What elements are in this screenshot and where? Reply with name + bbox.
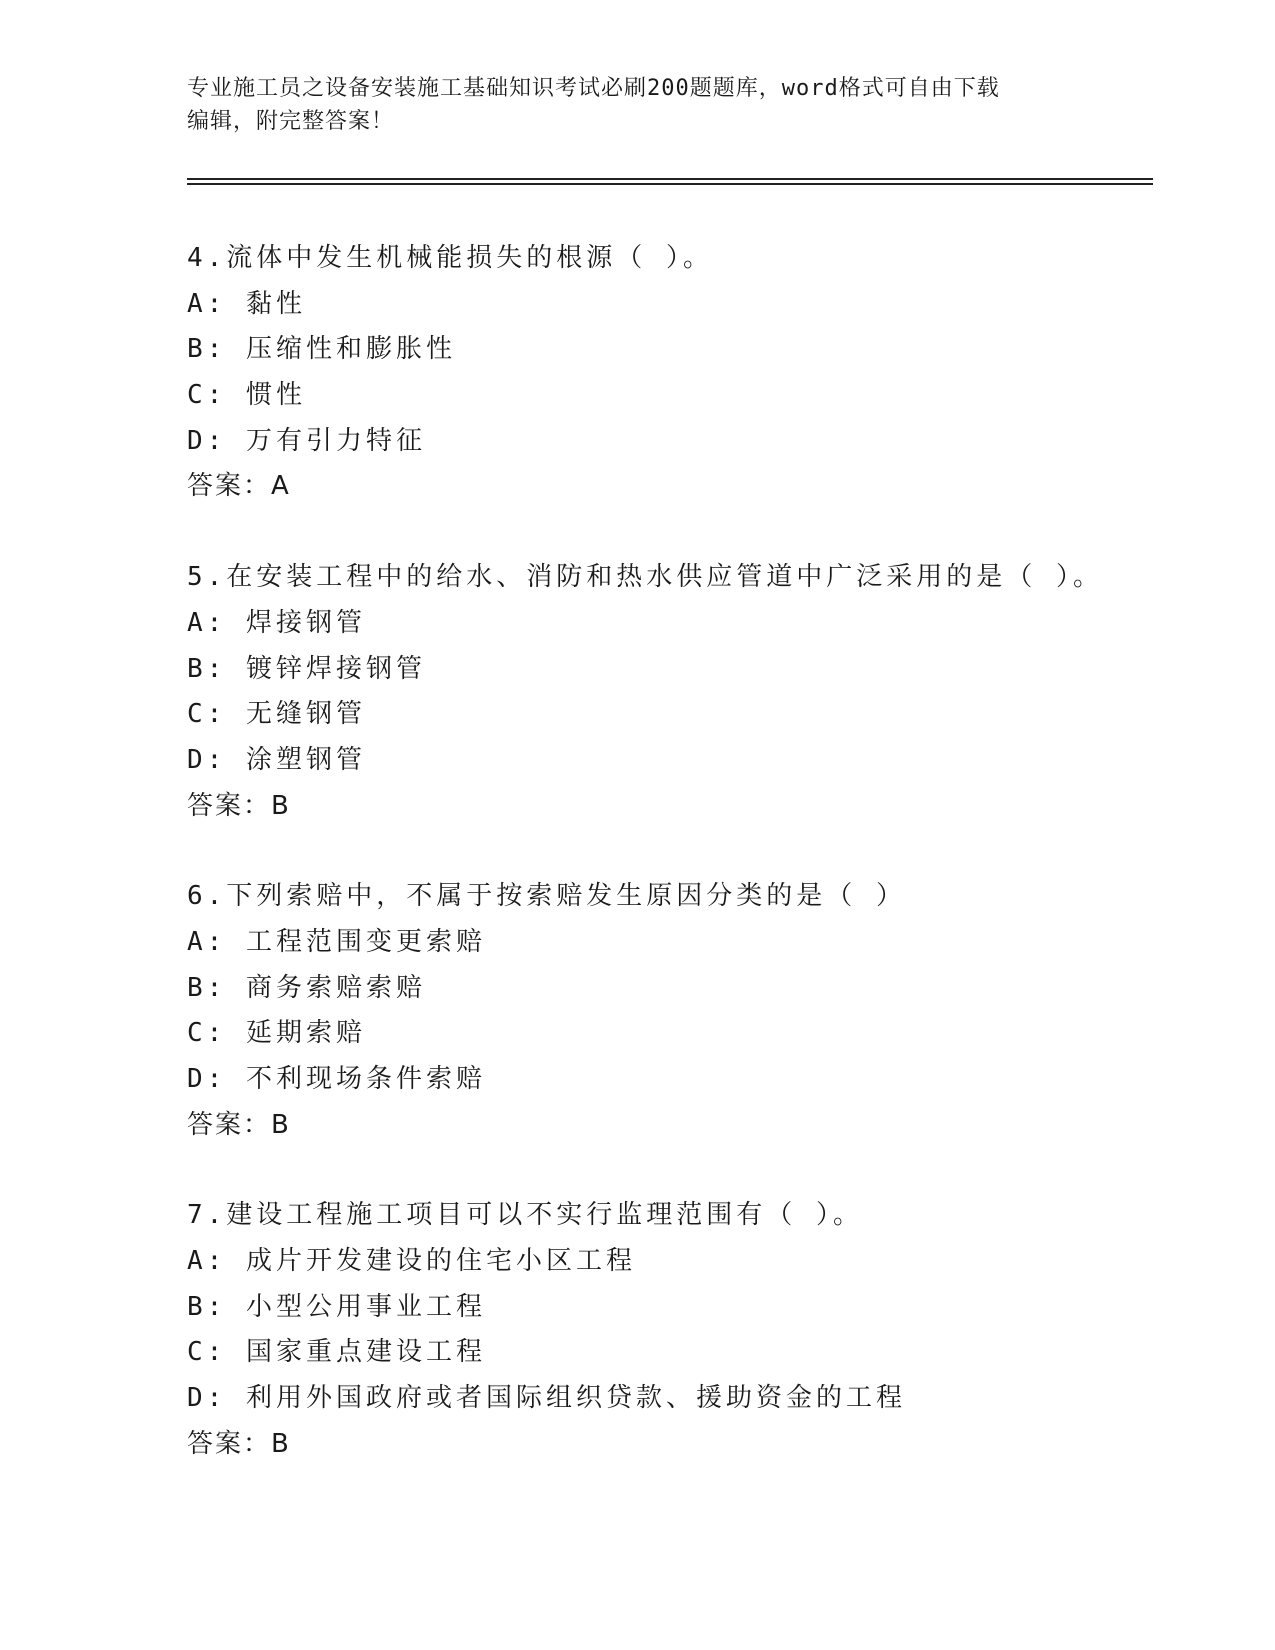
header-line-2: 编辑，附完整答案！ (187, 109, 395, 134)
header-divider-bottom (187, 183, 1153, 185)
option-a: A: 焊接钢管 (187, 607, 366, 638)
option-c: C: 国家重点建设工程 (187, 1337, 486, 1368)
option-b: B: 镀锌焊接钢管 (187, 653, 426, 684)
question-stem: 4.流体中发生机械能损失的根源（ ）。 (187, 243, 713, 273)
option-c: C: 惯性 (187, 380, 306, 411)
question-5 (187, 555, 1167, 829)
question-stem: 7.建设工程施工项目可以不实行监理范围有（ ）。 (187, 1200, 863, 1231)
question-list (187, 236, 1167, 1513)
option-b: B: 商务索赔索赔 (187, 972, 426, 1003)
option-a: A: 黏性 (187, 288, 306, 319)
option-c: C: 延期索赔 (187, 1018, 366, 1049)
option-c: C: 无缝钢管 (187, 699, 366, 730)
option-b: B: 压缩性和膨胀性 (187, 334, 456, 365)
answer-label: 答案：A (187, 471, 291, 502)
answer-label: 答案：B (187, 1428, 291, 1459)
option-d: D: 万有引力特征 (187, 425, 426, 456)
question-stem: 6.下列索赔中，不属于按索赔发生原因分类的是（ ） (187, 881, 906, 912)
option-b: B: 小型公用事业工程 (187, 1291, 486, 1322)
option-a: A: 成片开发建设的住宅小区工程 (187, 1246, 636, 1277)
question-6 (187, 874, 1167, 1148)
question-stem: 5.在安装工程中的给水、消防和热水供应管道中广泛采用的是（ ）。 (187, 562, 1103, 593)
option-d: D: 利用外国政府或者国际组织贷款、援助资金的工程 (187, 1383, 906, 1414)
header-divider-top (187, 178, 1153, 180)
answer-label: 答案：B (187, 790, 291, 821)
option-d: D: 不利现场条件索赔 (187, 1064, 486, 1094)
document-header (187, 72, 1087, 138)
option-d: D: 涂塑钢管 (187, 744, 366, 775)
option-a: A: 工程范围变更索赔 (187, 926, 486, 957)
question-7 (187, 1193, 1167, 1467)
question-4 (187, 236, 1167, 510)
answer-label: 答案：B (187, 1109, 291, 1140)
header-line-1: 专业施工员之设备安装施工基础知识考试必刷200题题库，word格式可自由下载 (187, 76, 1000, 101)
